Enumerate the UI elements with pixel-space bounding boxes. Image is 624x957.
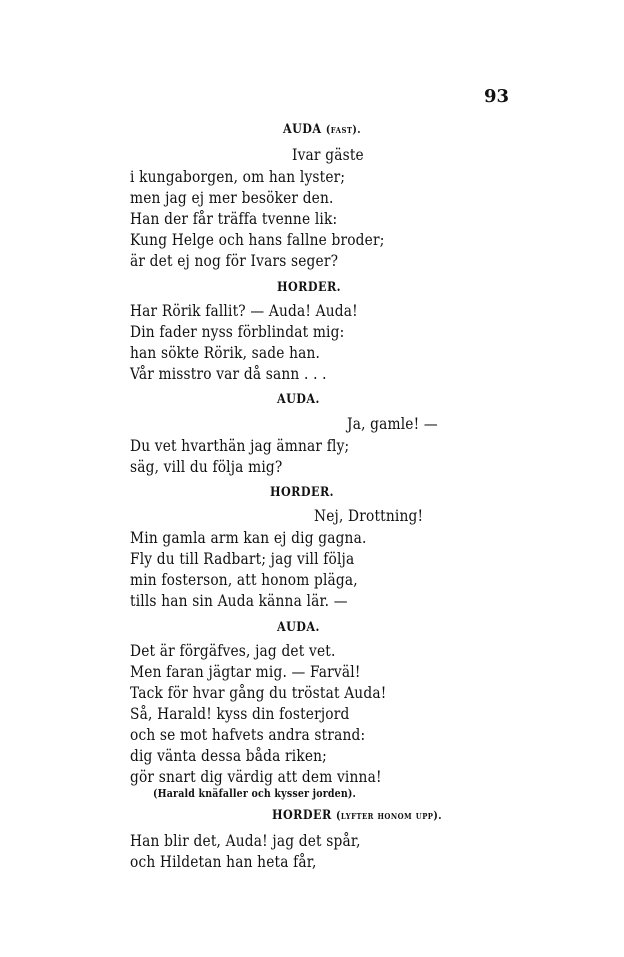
verse-line: Han der får träffa tvenne lik: — [130, 209, 338, 228]
verse-line: Vår misstro var då sann . . . — [130, 364, 327, 383]
verse-line: gör snart dig värdig att dem vinna! — [130, 767, 382, 786]
verse-line: Min gamla arm kan ej dig gagna. — [130, 528, 367, 547]
speaker-heading: HORDER. — [277, 280, 342, 295]
verse-line: i kungaborgen, om han lyster; — [130, 167, 346, 186]
speaker-heading: AUDA (fast). — [283, 122, 362, 137]
verse-line: men jag ej mer besöker den. — [130, 188, 334, 207]
verse-line: och Hildetan han heta får, — [130, 852, 317, 871]
verse-line: Du vet hvarthän jag ämnar fly; — [130, 436, 350, 455]
verse-line: Nej, Drottning! — [314, 506, 424, 525]
speaker-heading: HORDER (lyfter honom upp). — [272, 808, 443, 823]
verse-line: Ivar gäste — [292, 145, 364, 164]
stage-direction: (Harald knäfaller och kysser jorden). — [153, 787, 357, 800]
speaker-heading: AUDA. — [277, 392, 320, 407]
verse-line: han sökte Rörik, sade han. — [130, 343, 321, 362]
verse-line: är det ej nog för Ivars seger? — [130, 251, 339, 270]
speaker-heading: AUDA. — [277, 620, 320, 635]
verse-line: Han blir det, Auda! jag det spår, — [130, 831, 361, 850]
verse-line: Det är förgäfves, jag det vet. — [130, 641, 336, 660]
speaker-heading: HORDER. — [270, 485, 335, 500]
verse-line: Men faran jägtar mig. — Farväl! — [130, 662, 361, 681]
verse-line: och se mot hafvets andra strand: — [130, 725, 366, 744]
stage-direction: (fast). — [325, 123, 362, 136]
verse-line: Fly du till Radbart; jag vill följa — [130, 549, 355, 568]
stage-direction: (lyfter honom upp). — [336, 809, 443, 822]
verse-line: dig vänta dessa båda riken; — [130, 746, 327, 765]
verse-line: säg, vill du följa mig? — [130, 457, 283, 476]
verse-line: Så, Harald! kyss din fosterjord — [130, 704, 350, 723]
verse-line: Kung Helge och hans fallne broder; — [130, 230, 385, 249]
verse-line: tills han sin Auda känna lär. — — [130, 591, 348, 610]
verse-line: Din fader nyss förblindat mig: — [130, 322, 345, 341]
verse-line: Har Rörik fallit? — Auda! Auda! — [130, 301, 358, 320]
verse-line: min fosterson, att honom pläga, — [130, 570, 358, 589]
page-number: 93 — [484, 86, 510, 107]
verse-line: Ja, gamle! — — [347, 414, 438, 433]
verse-line: Tack för hvar gång du tröstat Auda! — [130, 683, 387, 702]
